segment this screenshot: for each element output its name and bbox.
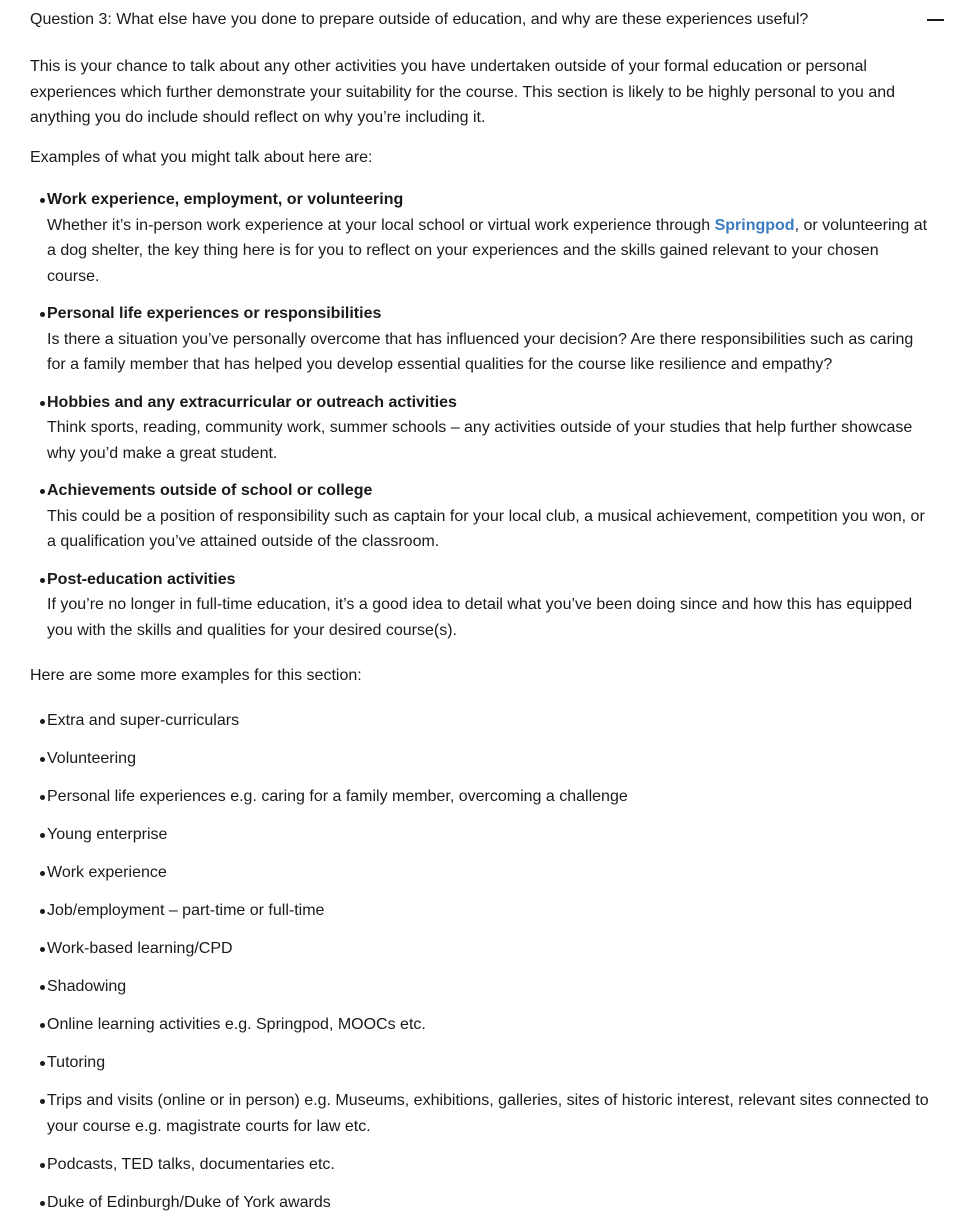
question-header[interactable] xyxy=(30,0,930,33)
item-description: This could be a position of responsibility such as captain for your local club, a musical achievement, competition you won, or a qualification you’ve attained outside of the classroom. xyxy=(47,507,925,550)
list-item: Tutoring xyxy=(30,1050,930,1076)
detailed-examples-list xyxy=(30,187,930,643)
list-item: Online learning activities e.g. Springpod, MOOCs etc. xyxy=(30,1012,930,1038)
item-title: Post-education activities xyxy=(47,570,236,588)
list-item: Trips and visits (online or in person) e.g. Museums, exhibitions, galleries, sites of historic interest, relevant sites connected to your course e.g. magistrate courts for law etc. xyxy=(30,1088,930,1139)
list-item: Shadowing xyxy=(30,974,930,1000)
more-examples-lead: Here are some more examples for this section: xyxy=(30,667,362,684)
list-item xyxy=(30,187,930,289)
item-title: Work experience, employment, or volunteering xyxy=(47,191,404,208)
list-item: Work experience xyxy=(30,860,930,886)
list-item: Young enterprise xyxy=(30,822,930,848)
list-item: Volunteering xyxy=(30,746,930,772)
item-description: Whether it’s in-person work experience at your local school or virtual work experience through Springpod, or volunteering at a dog shelter, the key thing here is for you to reflect on your experiences and the skills gained relevant to your chosen course. xyxy=(47,216,928,285)
more-examples-list xyxy=(30,708,930,1216)
springpod-link[interactable]: Springpod xyxy=(714,216,795,234)
question-title: Question 3: What else have you done to prepare outside of education, and why are these experiences useful? xyxy=(30,11,809,28)
item-description: If you’re no longer in full-time education, it’s a good idea to detail what you’ve been doing since and how this has equipped you with the skills and qualities for your desired course(s). xyxy=(47,596,913,639)
list-item: Personal life experiences e.g. caring for a family member, overcoming a challenge xyxy=(30,784,930,810)
list-item: Podcasts, TED talks, documentaries etc. xyxy=(30,1152,930,1178)
list-item xyxy=(30,478,930,555)
list-item: Extra and super-curriculars xyxy=(30,708,930,734)
list-item xyxy=(30,567,930,644)
item-title: Achievements outside of school or college xyxy=(47,482,373,499)
intro-paragraph: This is your chance to talk about any other activities you have undertaken outside of your formal education or personal experiences which further demonstrate your suitability for the course. This section is likely to be highly personal to you and anything you do include should reflect on why you’re including it. xyxy=(30,58,896,126)
list-item xyxy=(30,390,930,467)
list-item: Job/employment – part-time or full-time xyxy=(30,898,930,924)
list-item xyxy=(30,301,930,378)
examples-lead: Examples of what you might talk about here are: xyxy=(30,148,373,166)
item-description: Is there a situation you’ve personally overcome that has influenced your decision? Are there responsibilities such as caring for a family member that has helped you develop essential qualities for the course like resilience and empathy? xyxy=(47,330,914,373)
list-item: Duke of Edinburgh/Duke of York awards xyxy=(30,1190,930,1216)
collapse-minus-icon[interactable] xyxy=(926,7,944,33)
item-title: Hobbies and any extracurricular or outreach activities xyxy=(47,393,457,411)
item-title: Personal life experiences or responsibilities xyxy=(47,305,382,322)
list-item: Work-based learning/CPD xyxy=(30,936,930,962)
item-description: Think sports, reading, community work, summer schools – any activities outside of your studies that help further showcase why you’d make a great student. xyxy=(47,419,913,462)
